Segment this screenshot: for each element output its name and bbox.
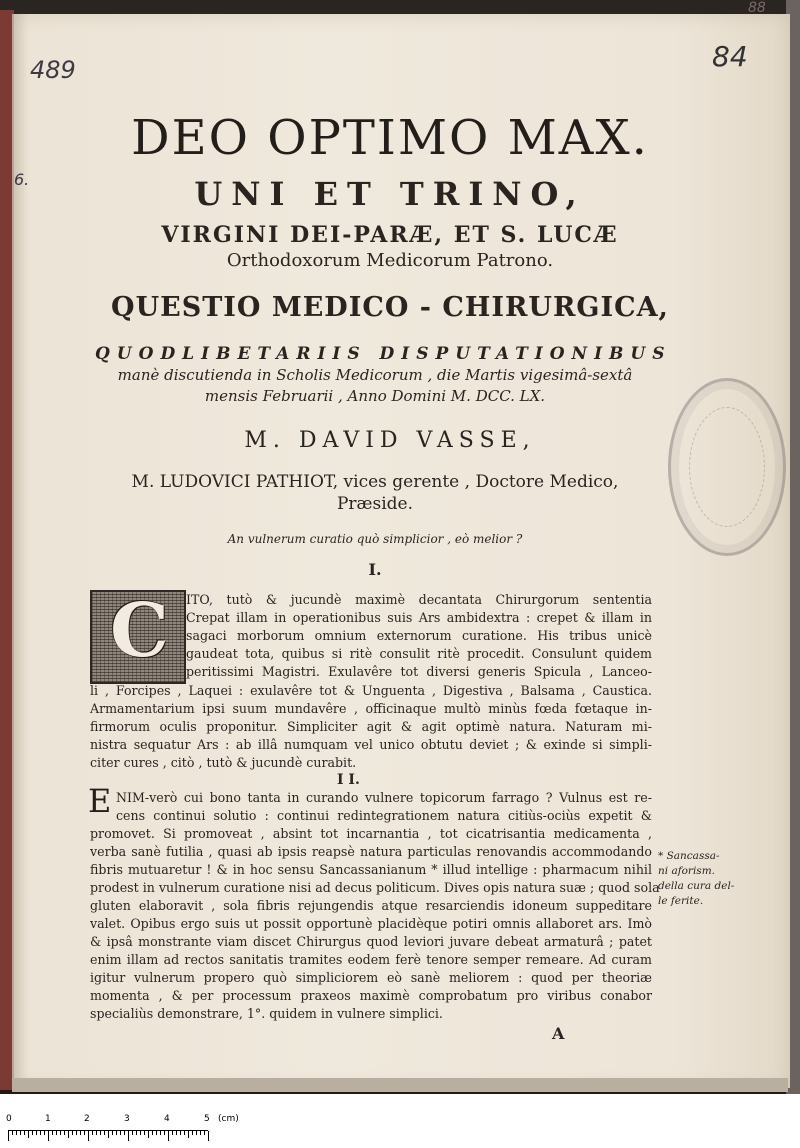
scanner-top-edge (0, 0, 800, 14)
scale-tick (196, 1131, 197, 1135)
title-line-1: DEO OPTIMO MAX. (131, 110, 649, 166)
section-2-line: fibris mutuaretur ! & in hoc sensu Sancassanianum * illud intellige : pharmacum nihil (90, 862, 652, 877)
question-line-3: mensis Februarii , Anno Domini M. DCC. LX. (204, 387, 546, 405)
section-2-line: promovet. Si promoveat , absint tot incarnantia , tot cicatrisantia medicamenta , (90, 826, 652, 841)
section-1-line: sagaci morborum omnium externorum curatione. His tribus unicè (186, 628, 652, 643)
scale-tick (176, 1131, 177, 1135)
scale-tick (148, 1131, 149, 1138)
scale-label: 0 (6, 1114, 12, 1124)
question-heading: QUESTIO MEDICO - CHIRURGICA, (111, 292, 669, 323)
scale-tick (32, 1131, 33, 1135)
scale-tick (76, 1131, 77, 1135)
scale-tick (96, 1131, 97, 1135)
section-1-line: gaudeat tota, quibus si ritè consulit ritè procedit. Consulunt quidem (186, 646, 652, 661)
margin-note-line: * Sancassa- (658, 849, 720, 862)
margin-note-line: le ferite. (658, 894, 704, 907)
scale-label: 3 (124, 1114, 130, 1124)
signature-mark: A (552, 1024, 565, 1043)
scale-label: 5 (204, 1114, 210, 1124)
scale-tick (100, 1131, 101, 1135)
title-line-2: UNI ET TRINO, (194, 175, 586, 213)
library-stamp (668, 378, 786, 556)
handwritten-left-number: 489 (30, 56, 76, 84)
scale-tick (20, 1131, 21, 1135)
scale-tick (44, 1131, 45, 1135)
scale-tick (160, 1131, 161, 1135)
scale-tick (152, 1131, 153, 1135)
scale-tick (80, 1131, 81, 1135)
scale-tick (108, 1131, 109, 1138)
scale-tick (164, 1131, 165, 1135)
section-2-number: I I. (337, 772, 360, 788)
scale-tick (204, 1131, 205, 1135)
scale-label: 4 (164, 1114, 170, 1124)
scale-tick (48, 1131, 49, 1141)
scale-tick (24, 1131, 25, 1135)
question-line-2: manè discutienda in Scholis Medicorum , die Martis vigesimâ-sextâ (117, 366, 633, 384)
handwritten-left-mark: 6. (14, 170, 30, 189)
section-1-line: citer cures , citò , tutò & jucundè curabit. (90, 755, 357, 770)
scale-tick (68, 1131, 69, 1138)
section-2-line: igitur vulnerum propero quò simpliciorem eò sanè meliorem : quod per theoriæ (90, 970, 652, 985)
question-line-1: QUODLIBETARIIS DISPUTATIONIBUS (95, 344, 672, 364)
section-1-line: firmorum oculis proponitur. Simpliciter agit & agit optimè natura. Naturam mi- (90, 719, 652, 734)
scale-tick (8, 1131, 9, 1141)
scale-tick (208, 1131, 209, 1141)
scale-tick (56, 1131, 57, 1135)
scale-tick (120, 1131, 121, 1135)
title-line-4: Orthodoxorum Medicorum Patrono. (226, 250, 554, 271)
decorated-initial-letter: C (110, 590, 169, 674)
scale-tick (200, 1131, 201, 1135)
section-2-line: verba sanè futilia , quasi ab ipsis reapsè natura particulas renovandis accommodando (90, 844, 652, 859)
decorated-initial (90, 590, 186, 684)
scale-tick (136, 1131, 137, 1135)
scale-tick (168, 1131, 169, 1141)
section-2-line: prodest in vulnerum curatione nisi ad decus politicum. Dives opis natura suæ ; quod sola (90, 880, 660, 895)
scale-tick (124, 1131, 125, 1135)
scale-tick (88, 1131, 89, 1141)
scale-tick (16, 1131, 17, 1135)
scale-label: 2 (84, 1114, 90, 1124)
section-1-line: nistra sequatur Ars : ab illâ numquam vel unico obtutu deviet ; & exinde si simpli- (90, 737, 652, 752)
scale-tick (72, 1131, 73, 1135)
scale-tick (104, 1131, 105, 1135)
scale-tick (132, 1131, 133, 1135)
section-2-line: NIM-verò cui bono tanta in curando vulnere topicorum farrago ? Vulnus est re- (116, 790, 652, 805)
scale-tick (28, 1131, 29, 1138)
section-2-line: & ipsâ monstrante viam discet Chirurgus quod leviori juvare debeat armaturâ ; patet (90, 934, 652, 949)
scale-tick (64, 1131, 65, 1135)
scale-tick (36, 1131, 37, 1135)
section-1-line: Armamentarium ipsi suum mundavêre , officinaque multò minùs fœda fœtaque in- (90, 701, 652, 716)
section-2-line: momenta , & per processum praxeos maximè comprobatum pro viribus conabor (90, 988, 652, 1003)
margin-note-line: della cura del- (658, 879, 735, 892)
section-1-number: I. (368, 560, 382, 579)
scale-tick (128, 1131, 129, 1141)
scale-tick (144, 1131, 145, 1135)
scale-tick (112, 1131, 113, 1135)
scale-tick (184, 1131, 185, 1135)
scale-tick (116, 1131, 117, 1135)
scale-tick (140, 1131, 141, 1135)
section-1-line: li , Forcipes , Laquei : exulavêre tot & Unguenta , Digestiva , Balsama , Caustica. (90, 683, 652, 698)
section-1-line: ITO, tutò & jucundè maximè decantata Chirurgorum sententia (186, 592, 652, 607)
title-line-3: VIRGINI DEI-PARÆ, ET S. LUCÆ (161, 222, 619, 248)
scale-tick (156, 1131, 157, 1135)
scale-tick (84, 1131, 85, 1135)
scale-tick (180, 1131, 181, 1135)
scale-unit: (cm) (218, 1114, 239, 1124)
scale-tick (60, 1131, 61, 1135)
section-2-line: enim illam ad rectos sanitatis tramites eodem ferè tenore semper remeare. Ad curam (90, 952, 652, 967)
scale-tick (188, 1131, 189, 1138)
scale-tick (40, 1131, 41, 1135)
handwritten-top-number: 88 (748, 0, 766, 16)
president-line-2: Præside. (336, 494, 414, 514)
scale-tick (12, 1131, 13, 1135)
section-1-line: peritissimi Magistri. Exulavêre tot diversi generis Spicula , Lanceo- (186, 664, 652, 679)
section-2-line: gluten elaboravit , sola fibris rejungendis atque resarciendis idoneum suppeditare (90, 898, 652, 913)
section-2-line: cens continui solutio : continui redintegrationem natura citiùs-ociùs expetit & (116, 808, 652, 823)
section-1-line: Crepat illam in operationibus suis Ars ambidextra : crepet & illam in (186, 610, 652, 625)
margin-note-line: ni aforism. (658, 864, 715, 877)
scale-tick (52, 1131, 53, 1135)
author-name: M. DAVID VASSE, (244, 428, 536, 453)
page-bottom-edge (12, 1078, 788, 1092)
handwritten-page-number: 84 (712, 40, 748, 73)
scale-tick (192, 1131, 193, 1135)
president-line-1: M. LUDOVICI PATHIOT, vices gerente , Doctore Medico, (131, 472, 619, 492)
scale-tick (92, 1131, 93, 1135)
section-2-initial: E (88, 782, 112, 820)
section-2-line: specialiùs demonstrare, 1°. quidem in vulnere simplici. (90, 1006, 443, 1021)
scale-ruler (8, 1130, 208, 1143)
scale-label: 1 (45, 1114, 51, 1124)
section-2-line: valet. Opibus ergo suis ut possit opportunè placidèque potiri omnis allaboret ars. Imò (90, 916, 652, 931)
scale-tick (172, 1131, 173, 1135)
thesis-question: An vulnerum curatio quò simplicior , eò melior ? (227, 532, 523, 546)
